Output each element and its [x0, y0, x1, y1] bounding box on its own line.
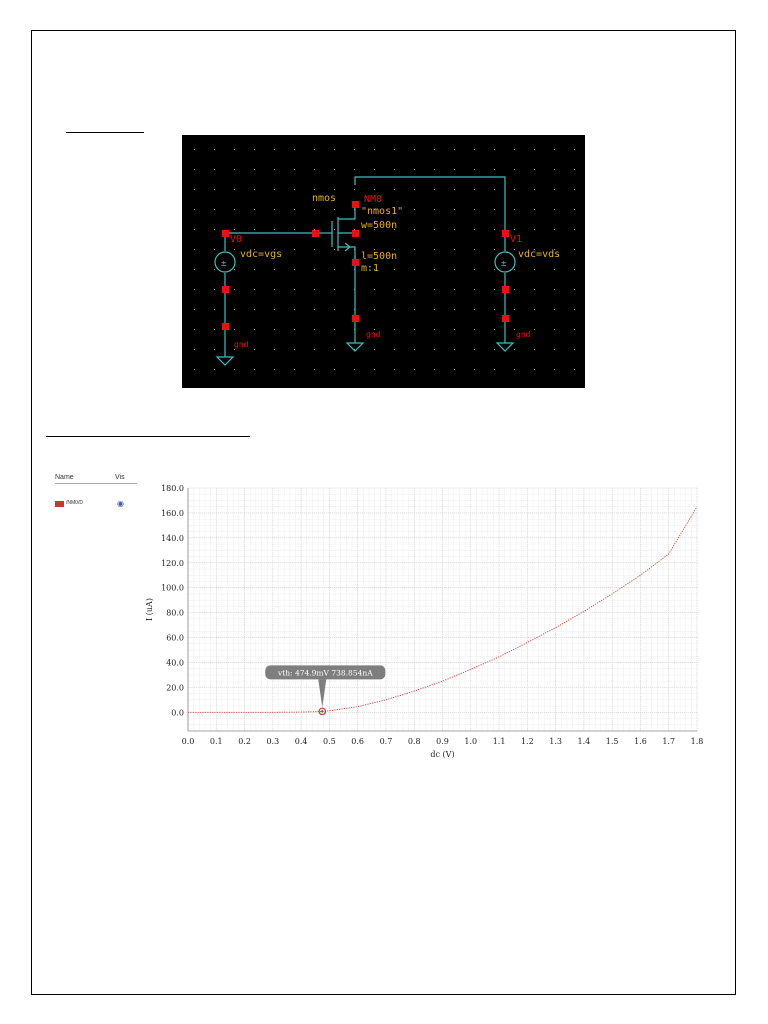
y-tick-label: 40.0 — [166, 658, 184, 668]
grid-dot — [234, 189, 235, 190]
waveform-plot — [140, 478, 710, 768]
grid-dot — [274, 289, 275, 290]
grid-dot — [474, 289, 475, 290]
grid-dot — [514, 369, 515, 370]
grid-dot — [474, 269, 475, 270]
y-tick-label: 20.0 — [166, 683, 184, 693]
x-tick-label: 0.6 — [351, 737, 365, 746]
grid-dot — [434, 149, 435, 150]
grid-dot — [354, 229, 355, 230]
pin — [502, 230, 509, 237]
grid-dot — [414, 309, 415, 310]
pin — [222, 286, 229, 293]
grid-dot — [394, 309, 395, 310]
grid-dot — [514, 309, 515, 310]
grid-dot — [534, 149, 535, 150]
grid-dot — [494, 229, 495, 230]
grid-dot — [214, 269, 215, 270]
grid-dot — [234, 169, 235, 170]
grid-dot — [314, 169, 315, 170]
vth-marker-dot — [321, 710, 323, 712]
grid-dot — [194, 209, 195, 210]
grid-dot — [374, 169, 375, 170]
grid-dot — [574, 149, 575, 150]
y-tick-label: 80.0 — [166, 608, 184, 618]
grid-dot — [214, 169, 215, 170]
grid-dot — [294, 329, 295, 330]
grid-dot — [414, 369, 415, 370]
x-tick-label: 0.9 — [436, 737, 449, 746]
grid-dot — [534, 169, 535, 170]
grid-dot — [374, 309, 375, 310]
x-tick-label: 0.3 — [266, 737, 280, 746]
grid-dot — [394, 249, 395, 250]
grid-dot — [194, 309, 195, 310]
grid-dot — [214, 249, 215, 250]
grid-dot — [414, 189, 415, 190]
grid-dot — [434, 329, 435, 330]
grid-dot — [314, 309, 315, 310]
grid-dot — [394, 149, 395, 150]
grid-dot — [574, 169, 575, 170]
grid-dot — [274, 229, 275, 230]
grid-dot — [214, 189, 215, 190]
grid-dot — [554, 229, 555, 230]
pin — [222, 323, 229, 330]
grid-dot — [574, 269, 575, 270]
grid-dot — [334, 209, 335, 210]
grid-dot — [214, 349, 215, 350]
schematic-canvas — [182, 135, 585, 388]
grid-dot — [374, 189, 375, 190]
grid-dot — [514, 329, 515, 330]
grid-dot — [334, 189, 335, 190]
grid-dot — [514, 169, 515, 170]
grid-dot — [274, 349, 275, 350]
grid-dot — [234, 309, 235, 310]
grid-dot — [214, 309, 215, 310]
x-tick-label: 1.8 — [690, 737, 704, 746]
transistor-width-label: w=500n — [361, 220, 398, 231]
grid-dot — [294, 349, 295, 350]
grid-dot — [274, 309, 275, 310]
grid-dot — [414, 169, 415, 170]
grid-dot — [574, 369, 575, 370]
svg-text:±: ± — [221, 259, 227, 269]
transistor-length-label: l=500n — [361, 251, 398, 262]
grid-dot — [574, 209, 575, 210]
grid-dot — [314, 249, 315, 250]
grid-dot — [434, 349, 435, 350]
grid-dot — [514, 249, 515, 250]
grid-dot — [334, 169, 335, 170]
grid-dot — [514, 269, 515, 270]
grid-dot — [334, 369, 335, 370]
grid-dot — [574, 229, 575, 230]
grid-dot — [334, 349, 335, 350]
pin — [312, 230, 319, 237]
grid-dot — [534, 229, 535, 230]
pin — [352, 315, 359, 322]
grid-dot — [434, 309, 435, 310]
v0-name-label: V0 — [230, 234, 243, 245]
grid-dot — [474, 309, 475, 310]
grid-dot — [234, 349, 235, 350]
grid-dot — [414, 329, 415, 330]
grid-dot — [534, 369, 535, 370]
legend-header-vis: Vis — [115, 474, 125, 481]
grid-dot — [294, 149, 295, 150]
grid-dot — [494, 189, 495, 190]
plot-svg — [140, 478, 710, 768]
grid-dot — [194, 249, 195, 250]
x-tick-label: 1.2 — [520, 737, 534, 746]
legend-entry-name: /NM0/D — [66, 500, 83, 506]
grid-dot — [294, 209, 295, 210]
grid-dot — [454, 369, 455, 370]
grid-dot — [434, 249, 435, 250]
grid-dot — [274, 269, 275, 270]
grid-dot — [374, 369, 375, 370]
grid-dot — [534, 349, 535, 350]
grid-dot — [334, 149, 335, 150]
pin — [352, 259, 359, 266]
grid-dot — [554, 149, 555, 150]
grid-dot — [254, 189, 255, 190]
grid-dot — [374, 249, 375, 250]
grid-dot — [294, 169, 295, 170]
grid-dot — [274, 329, 275, 330]
x-tick-label: 0.0 — [181, 737, 195, 746]
grid-dot — [254, 149, 255, 150]
grid-dot — [554, 289, 555, 290]
heading-rule-bottom — [46, 436, 250, 437]
visibility-eye-icon[interactable]: ◉ — [117, 499, 124, 508]
grid-dot — [514, 349, 515, 350]
grid-dot — [214, 209, 215, 210]
grid-dot — [354, 189, 355, 190]
grid-dot — [334, 289, 335, 290]
grid-dot — [214, 149, 215, 150]
grid-dot — [574, 329, 575, 330]
x-tick-label: 1.6 — [634, 737, 647, 746]
grid-dot — [474, 229, 475, 230]
grid-dot — [514, 289, 515, 290]
grid-dot — [334, 249, 335, 250]
x-tick-label: 0.7 — [379, 737, 393, 746]
grid-dot — [514, 189, 515, 190]
y-tick-label: 100.0 — [161, 583, 184, 593]
grid-dot — [574, 349, 575, 350]
grid-dot — [434, 369, 435, 370]
x-tick-label: 0.1 — [209, 737, 223, 746]
grid-dot — [514, 209, 515, 210]
svg-text:±: ± — [501, 259, 507, 269]
grid-dot — [254, 229, 255, 230]
y-tick-label: 180.0 — [161, 484, 184, 493]
y-tick-label: 120.0 — [161, 558, 184, 568]
grid-dot — [574, 289, 575, 290]
grid-dot — [414, 149, 415, 150]
grid-dot — [394, 349, 395, 350]
v0-param-label: vdc=vgs — [240, 249, 283, 260]
grid-dot — [274, 209, 275, 210]
transistor-type-label: nmos — [312, 193, 337, 204]
grid-dot — [474, 349, 475, 350]
grid-dot — [454, 229, 455, 230]
y-tick-label: 60.0 — [166, 633, 184, 643]
y-tick-label: 160.0 — [161, 508, 184, 518]
gnd-label-v1: gnd — [516, 330, 531, 339]
grid-dot — [554, 369, 555, 370]
grid-dot — [534, 289, 535, 290]
grid-dot — [194, 149, 195, 150]
grid-dot — [334, 329, 335, 330]
pin — [352, 230, 359, 237]
grid-dot — [494, 309, 495, 310]
legend-entry[interactable] — [55, 500, 135, 510]
grid-dot — [234, 289, 235, 290]
grid-dot — [394, 329, 395, 330]
grid-dot — [294, 189, 295, 190]
grid-dot — [434, 289, 435, 290]
grid-dot — [474, 189, 475, 190]
grid-dot — [234, 209, 235, 210]
grid-dot — [294, 309, 295, 310]
grid-dot — [394, 189, 395, 190]
x-tick-label: 1.7 — [662, 737, 676, 746]
grid-dot — [454, 309, 455, 310]
grid-dot — [414, 269, 415, 270]
grid-dot — [274, 149, 275, 150]
grid-dot — [574, 249, 575, 250]
x-tick-label: 1.4 — [577, 737, 591, 746]
legend-divider — [55, 483, 137, 484]
grid-dot — [294, 269, 295, 270]
grid-dot — [454, 209, 455, 210]
grid-dot — [414, 249, 415, 250]
grid-dot — [254, 309, 255, 310]
y-tick-label: 140.0 — [161, 533, 184, 543]
grid-dot — [354, 169, 355, 170]
legend-color-swatch — [55, 501, 64, 507]
ground-symbol-v1 — [497, 343, 513, 351]
grid-dot — [494, 369, 495, 370]
grid-dot — [234, 229, 235, 230]
grid-dot — [314, 329, 315, 330]
grid-dot — [494, 249, 495, 250]
grid-dot — [434, 169, 435, 170]
grid-dot — [454, 269, 455, 270]
transistor-instance-label: NM0 — [364, 194, 383, 205]
x-tick-label: 0.8 — [407, 737, 421, 746]
grid-dot — [334, 269, 335, 270]
grid-dot — [574, 309, 575, 310]
grid-dot — [194, 169, 195, 170]
grid-dot — [234, 329, 235, 330]
grid-dot — [314, 189, 315, 190]
grid-dot — [194, 349, 195, 350]
grid-dot — [354, 149, 355, 150]
grid-dot — [294, 369, 295, 370]
vth-callout-label: vth: 474.9mV 738.854nA — [277, 668, 373, 678]
grid-dot — [474, 149, 475, 150]
x-tick-label: 1.3 — [549, 737, 562, 746]
gnd-label-v0: gnd — [234, 340, 249, 349]
x-tick-label: 0.2 — [238, 737, 251, 746]
transistor-multiplier-label: m:1 — [361, 263, 380, 274]
y-axis-label: I (uA) — [145, 598, 154, 621]
x-tick-label: 0.4 — [294, 737, 308, 746]
legend-header-name: Name — [55, 474, 74, 481]
grid-dot — [234, 149, 235, 150]
grid-dot — [314, 289, 315, 290]
grid-dot — [214, 369, 215, 370]
grid-dot — [314, 149, 315, 150]
grid-dot — [354, 369, 355, 370]
grid-dot — [574, 189, 575, 190]
grid-dot — [374, 289, 375, 290]
grid-dot — [494, 349, 495, 350]
grid-dot — [494, 209, 495, 210]
grid-dot — [314, 369, 315, 370]
grid-dot — [414, 349, 415, 350]
y-tick-label: 0.0 — [171, 708, 184, 718]
grid-dot — [394, 289, 395, 290]
schematic-svg — [182, 135, 585, 388]
x-tick-label: 1.5 — [605, 737, 619, 746]
grid-dot — [434, 269, 435, 270]
v1-name-label: V1 — [510, 234, 523, 245]
grid-dot — [414, 229, 415, 230]
pin — [502, 286, 509, 293]
grid-dot — [254, 329, 255, 330]
grid-dot — [474, 169, 475, 170]
grid-dot — [454, 189, 455, 190]
x-tick-label: 0.5 — [323, 737, 336, 746]
grid-dot — [194, 229, 195, 230]
grid-dot — [254, 289, 255, 290]
pin — [352, 201, 359, 208]
grid-dot — [474, 209, 475, 210]
grid-dot — [394, 169, 395, 170]
grid-dot — [494, 269, 495, 270]
grid-dot — [454, 149, 455, 150]
gnd-label-nm0: gnd — [366, 330, 381, 339]
grid-dot — [194, 269, 195, 270]
grid-dot — [394, 369, 395, 370]
grid-dot — [534, 309, 535, 310]
grid-dot — [554, 209, 555, 210]
grid-dot — [454, 169, 455, 170]
grid-dot — [554, 349, 555, 350]
grid-dot — [254, 169, 255, 170]
grid-dot — [274, 169, 275, 170]
grid-dot — [474, 329, 475, 330]
x-tick-label: 1.1 — [492, 737, 506, 746]
grid-dot — [454, 289, 455, 290]
grid-dot — [514, 229, 515, 230]
ground-symbol-v0 — [217, 357, 233, 365]
grid-dot — [274, 369, 275, 370]
grid-dot — [434, 189, 435, 190]
grid-dot — [194, 329, 195, 330]
grid-dot — [254, 269, 255, 270]
grid-dot — [494, 169, 495, 170]
grid-dot — [494, 289, 495, 290]
grid-dot — [194, 369, 195, 370]
grid-dot — [214, 329, 215, 330]
grid-dot — [374, 349, 375, 350]
grid-dot — [454, 329, 455, 330]
grid-dot — [434, 209, 435, 210]
grid-dot — [434, 229, 435, 230]
grid-dot — [554, 329, 555, 330]
v1-param-label: vdc=vds — [518, 249, 561, 260]
grid-dot — [314, 269, 315, 270]
grid-dot — [334, 229, 335, 230]
grid-dot — [234, 269, 235, 270]
grid-dot — [294, 229, 295, 230]
grid-dot — [534, 329, 535, 330]
grid-dot — [314, 349, 315, 350]
grid-dot — [494, 329, 495, 330]
grid-dot — [254, 209, 255, 210]
grid-dot — [234, 249, 235, 250]
grid-dot — [294, 289, 295, 290]
grid-dot — [214, 229, 215, 230]
grid-dot — [314, 209, 315, 210]
grid-dot — [554, 169, 555, 170]
grid-dot — [474, 369, 475, 370]
grid-dot — [494, 149, 495, 150]
grid-dot — [394, 269, 395, 270]
grid-dot — [334, 309, 335, 310]
transistor-model-label: "nmos1" — [361, 206, 404, 217]
grid-dot — [234, 369, 235, 370]
grid-dot — [534, 189, 535, 190]
grid-dot — [554, 189, 555, 190]
x-tick-label: 1.0 — [464, 737, 478, 746]
grid-dot — [554, 269, 555, 270]
grid-dot — [314, 229, 315, 230]
grid-dot — [534, 269, 535, 270]
grid-dot — [214, 289, 215, 290]
x-axis-label: dc (V) — [430, 750, 455, 759]
grid-dot — [554, 309, 555, 310]
grid-dot — [194, 189, 195, 190]
grid-dot — [414, 209, 415, 210]
pin — [502, 315, 509, 322]
grid-dot — [514, 149, 515, 150]
grid-dot — [414, 289, 415, 290]
grid-dot — [254, 349, 255, 350]
grid-dot — [534, 209, 535, 210]
grid-dot — [274, 189, 275, 190]
grid-dot — [194, 289, 195, 290]
grid-dot — [454, 249, 455, 250]
grid-dot — [474, 249, 475, 250]
pin — [222, 230, 229, 237]
heading-rule-top — [66, 132, 144, 133]
grid-dot — [454, 349, 455, 350]
grid-dot — [374, 149, 375, 150]
grid-dot — [294, 249, 295, 250]
grid-dot — [254, 369, 255, 370]
